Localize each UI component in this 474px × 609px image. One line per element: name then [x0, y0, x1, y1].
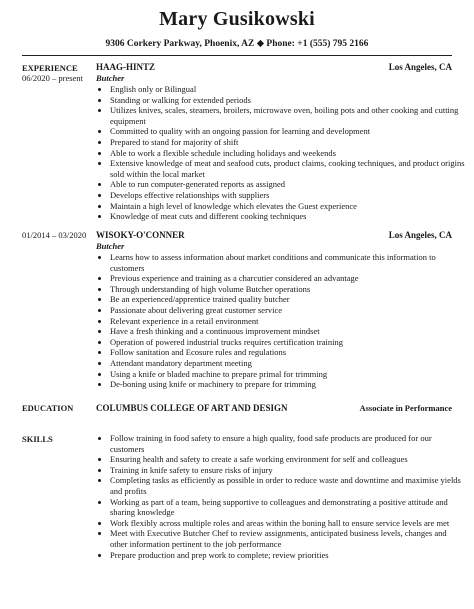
- job-2-employer: WISOKY-O'CONNER: [96, 230, 185, 240]
- bullet-item: • Previous experience and training as a charcutier considered an advantage: [110, 273, 466, 284]
- bullet-item: • Using a knife or bladed machine to prepare primal for trimming: [110, 369, 466, 380]
- bullet-item: • Relevant experience in a retail environment: [110, 316, 466, 327]
- job-1-dates: 06/2020 – present: [22, 73, 83, 83]
- bullet-item: • Work flexibly across multiple roles and areas within the boning hall to ensure service levels are met: [110, 518, 466, 529]
- bullet-item: • De-boning using knife or machinery to prepare for trimming: [110, 379, 466, 390]
- bullet-item: • Passionate about delivering great customer service: [110, 305, 466, 316]
- skills-bullet-list: [96, 433, 466, 560]
- header-divider: [22, 55, 452, 56]
- education-section-label: EDUCATION: [22, 403, 74, 413]
- bullet-item: • Meet with Executive Butcher Chef to review assignments, anticipated business levels, changes and other information pertinent to the job performance: [110, 528, 466, 549]
- job-2-dates: 01/2014 – 03/2020: [22, 230, 87, 240]
- bullet-item: • Training in knife safety to ensure risks of injury: [110, 465, 466, 476]
- bullet-item: • Committed to quality with an ongoing passion for learning and development: [110, 126, 466, 137]
- skills-section-label: SKILLS: [22, 434, 53, 444]
- bullet-item: • Standing or walking for extended periods: [110, 95, 466, 106]
- job-1-location: Los Angeles, CA: [388, 62, 452, 72]
- bullet-item: • Have a fresh thinking and a continuous improvement mindset: [110, 326, 466, 337]
- bullet-item: • Ensuring health and safety to create a safe working environment for self and colleagues: [110, 454, 466, 465]
- job-1-bullet-list: [96, 84, 466, 222]
- bullet-item: • Working as part of a team, being supportive to colleagues and demonstrating a positive attitude and sharing knowledge: [110, 497, 466, 518]
- bullet-item: • Operation of powered industrial trucks requires certification training: [110, 337, 466, 348]
- job-2-title: Butcher: [96, 241, 125, 251]
- job-2-location: Los Angeles, CA: [388, 230, 452, 240]
- bullet-item: • Through understanding of high volume Butcher operations: [110, 284, 466, 295]
- bullet-item: • Able to run computer-generated reports as assigned: [110, 179, 466, 190]
- education-degree: Associate in Performance: [359, 403, 452, 413]
- job-1-employer: HAAG-HINTZ: [96, 62, 156, 72]
- bullet-item: • Extensive knowledge of meat and seafood cuts, product claims, cooking techniques, and product origins sold within the local market: [110, 158, 466, 179]
- bullet-item: • Maintain a high level of knowledge which elevates the Guest experience: [110, 201, 466, 212]
- bullet-item: • Utilizes knives, scales, steamers, broilers, microwave oven, boiling pots and other cooking and cutting equipment: [110, 105, 466, 126]
- bullet-item: • Completing tasks as efficiently as possible in order to reduce waste and downtime and maximise yields and profits: [110, 475, 466, 496]
- candidate-name: Mary Gusikowski: [159, 8, 315, 30]
- bullet-item: • English only or Bilingual: [110, 84, 466, 95]
- bullet-item: • Attendant mandatory department meeting: [110, 358, 466, 369]
- bullet-item: • Develops effective relationships with suppliers: [110, 190, 466, 201]
- job-1-title: Butcher: [96, 73, 125, 83]
- bullet-item: • Follow sanitation and Ecosure rules and regulations: [110, 347, 466, 358]
- bullet-item: • Learns how to assess information about market conditions and communicate this information to customers: [110, 252, 466, 273]
- bullet-item: • Follow training in food safety to ensure a high quality, food safe products are produced for our customers: [110, 433, 466, 454]
- contact-line: 9306 Corkery Parkway, Phoenix, AZ ◆ Phone: +1 (555) 795 2166: [105, 39, 369, 49]
- job-2-bullet-list: [96, 252, 466, 390]
- bullet-item: • Prepared to stand for majority of shift: [110, 137, 466, 148]
- bullet-item: • Prepare production and prep work to complete; review priorities: [110, 550, 466, 561]
- bullet-item: • Able to work a flexible schedule including holidays and weekends: [110, 148, 466, 159]
- bullet-item: • Knowledge of meat cuts and different cooking techniques: [110, 211, 466, 222]
- education-school: COLUMBUS COLLEGE OF ART AND DESIGN: [96, 403, 288, 413]
- bullet-item: • Be an experienced/apprentice trained quality butcher: [110, 294, 466, 305]
- experience-section-label: EXPERIENCE: [22, 63, 78, 73]
